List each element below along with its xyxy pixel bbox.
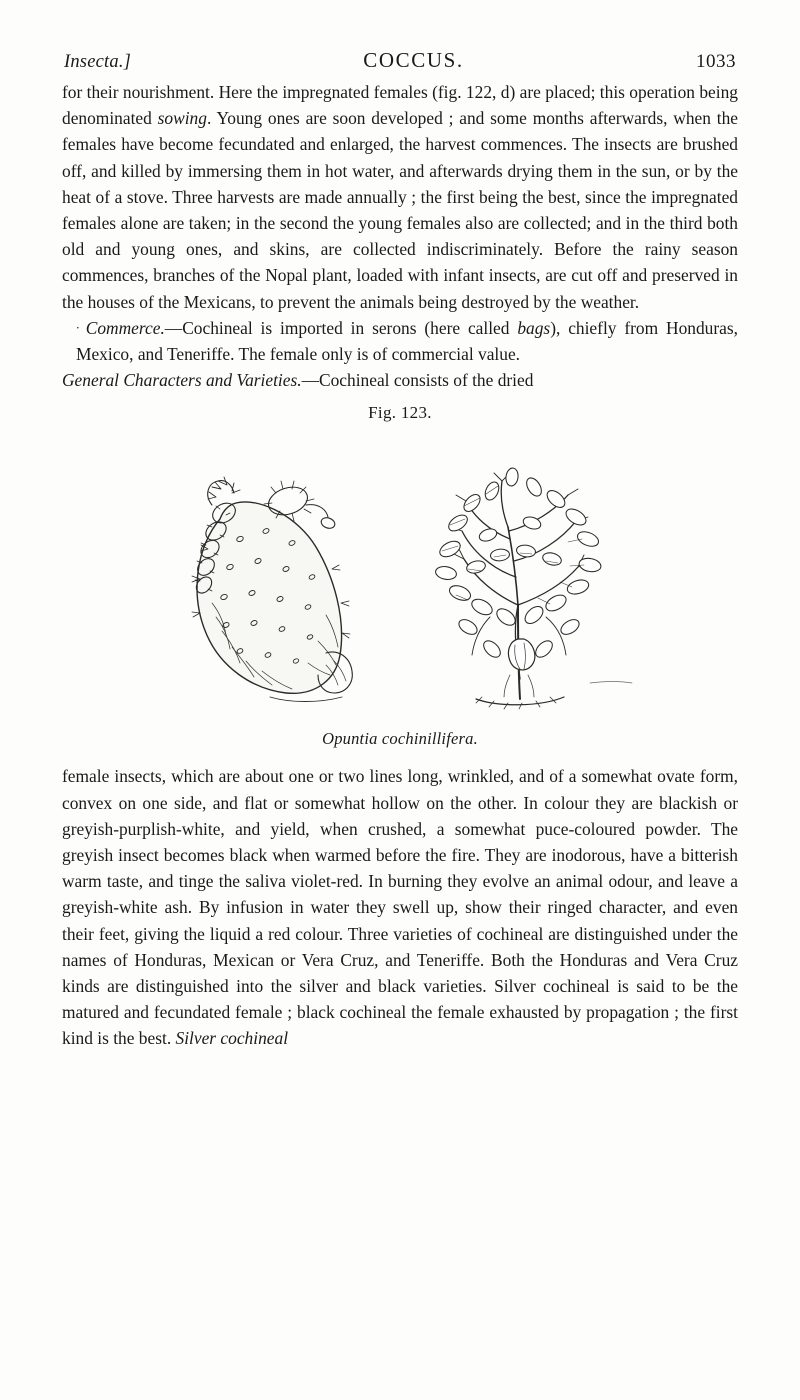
general-characters-heading: General Characters and Varieties. <box>62 370 302 391</box>
paragraph-1-text: for their nourishment. Here the impregnated females (fig. 122, d) are placed; this operation being denominated sowing. Young ones are soon developed ; and some months afterwards, when the females have become fecundated and enlarged, the harvest commences. The insects are brushed off, and killed by immersing them in hot water, and afterwards drying them in the sun, or by the heat of a stove. Three harvests are made annually ; the first being the best, since the impregnated females alone are taken; in the second the young females also are collected; and in the third both old and young ones, and skins, are collected indiscriminately. Before the rainy season commences, branches of the Nopal plant, loaded with infant insects, are cut off and preserved in the houses of the Mexicans, to prevent the animals being destroyed by the weather. <box>62 82 739 312</box>
commerce-heading: · Commerce. <box>76 318 165 338</box>
running-head-left: Insecta.] <box>64 52 132 72</box>
paragraph-2-text: —Cochineal is imported in serons (here called bags), chiefly from Honduras, Mexico, and Teneriffe. The female only is of commercial value. <box>76 317 738 365</box>
paragraph-3-text: —Cochineal consists of the dried <box>301 370 534 391</box>
page-number: 1033 <box>696 51 736 72</box>
figure-illustration <box>120 427 680 727</box>
running-head <box>62 48 738 73</box>
paragraph-female-insects <box>62 763 738 1051</box>
figure-block <box>62 403 738 749</box>
body-text <box>62 79 738 393</box>
paragraph-general-characters <box>62 367 738 393</box>
figure-label: Fig. 123. <box>368 403 432 423</box>
italic-term: Silver cochineal <box>175 1028 289 1049</box>
running-head-center: COCCUS. <box>363 48 464 72</box>
italic-term: sowing <box>157 108 207 129</box>
paragraph-commerce <box>62 315 738 367</box>
figure-caption: Opuntia cochinillifera. <box>322 729 478 749</box>
paragraph-4-text: female insects, which are about one or two lines long, wrinkled, and of a somewhat ovate form, convex on one side, and flat or somewhat hollow on the other. In colour they are blackish or greyish-purplish-white, and yield, when crushed, a somewhat puce-coloured powder. The greyish insect becomes black when warmed before the fire. They are inodorous, have a bitterish warm taste, and tinge the saliva violet-red. In burning they evolve an animal odour, and leave a greyish-white ash. By infusion in water they swell up, show their ringed character, and even their feet, giving the liquid a red colour. Three varieties of cochineal are distinguished under the names of Honduras, Mexican or Vera Cruz, and Teneriffe. Both the Honduras and Vera Cruz kinds are distinguished into the silver and black varieties. Silver cochineal is said to be the matured and fecundated female ; black cochineal the female exhausted by propagation ; the first kind is the best. Silver cochineal <box>62 766 738 1049</box>
body-text-after-figure <box>62 763 738 1051</box>
paragraph-nourishment <box>62 79 738 315</box>
italic-term: bags <box>517 317 551 338</box>
